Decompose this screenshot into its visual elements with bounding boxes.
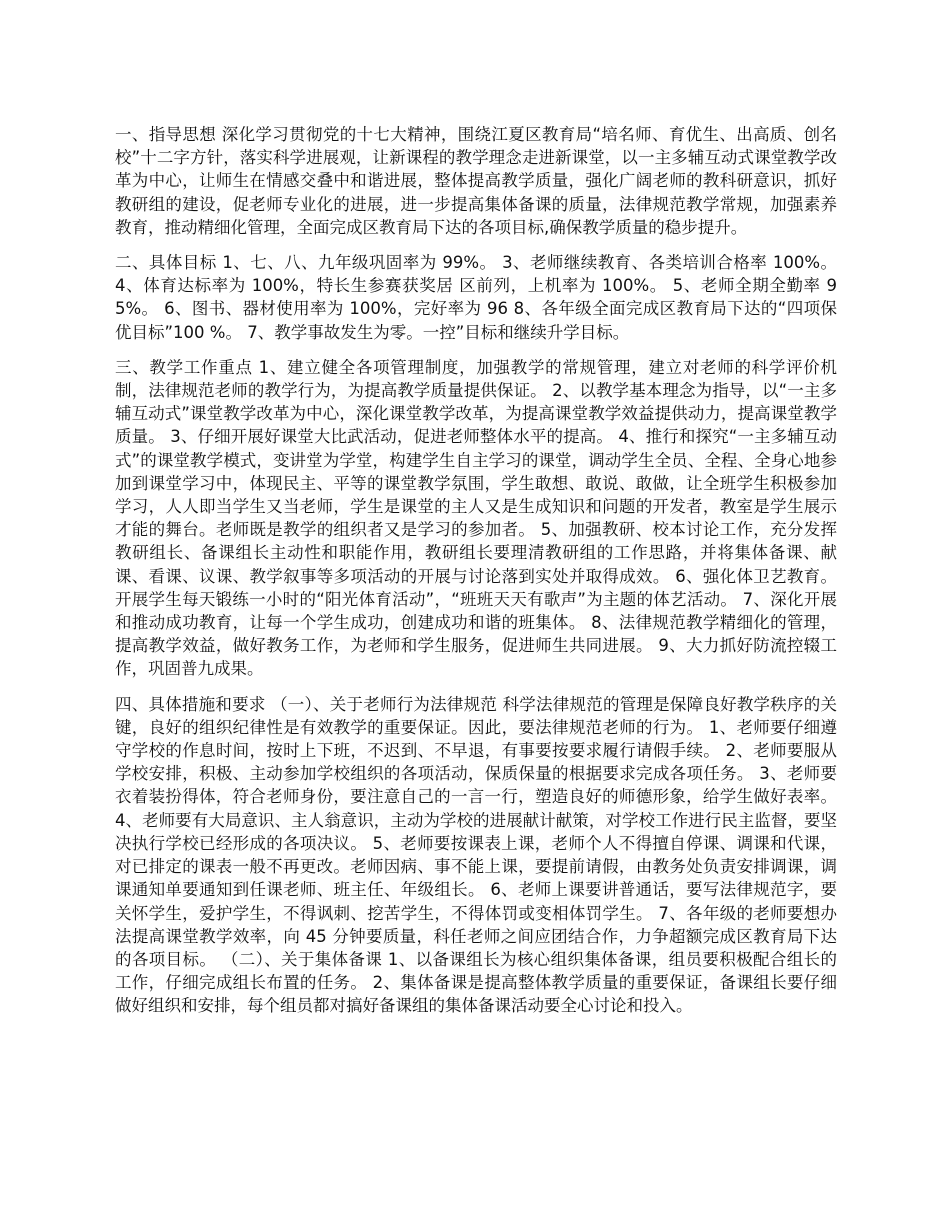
paragraph-teaching-priorities: 三、教学工作重点 1、建立健全各项管理制度，加强教学的常规管理，建立对老师的科学评价机制，法律规范老师的教学行为，为提高教学质量提供保证。 2、以教学基本理念为指导，以“一主多辅互动式”课堂教学改革为中心，深化课堂教学改革，为提高课堂教学效益提供动力，提高课堂教学质量。 3、仔细开展好课堂大比武活动，促进老师整体水平的提高。 4、推行和探究“一主多辅互动式”的课堂教学模式，变讲堂为学堂，构建学生自主学习的课堂，调动学生全员、全程、全身心地参加到课堂学习中，体现民主、平等的课堂教学氛围，学生敢想、敢说、敢做，让全班学生积极参加学习，人人即当学生又当老师，学生是课堂的主人又是生成知识和问题的开发者，教室是学生展示才能的舞台。老师既是教学的组织者又是学习的参加者。 5、加强教研、校本讨论工作，充分发挥教研组长、备课组长主动性和职能作用，教研组长要理清教研组的工作思路，并将集体备课、献课、看课、议课、教学叙事等多项活动的开展与讨论落到实处并取得成效。 6、强化体卫艺教育。开展学生每天锻练一小时的“阳光体育活动”，“班班天天有歌声”为主题的体艺活动。 7、深化开展和推动成功教育，让每一个学生成功，创建成功和谐的班集体。 8、法律规范教学精细化的管理，提高教学效益，做好教务工作，为老师和学生服务，促进师生共同进展。 9、大力抓好防流控辍工作，巩固普九成果。	[115, 357, 837, 679]
paragraph-specific-goals: 二、具体目标 1、七、八、九年级巩固率为 99%。 3、老师继续教育、各类培训合格率 100%。 4、体育达标率为 100%，特长生参赛获奖居 区前列，上机率为 100%。 5、老师全期全勤率 95%。 6、图书、器材使用率为 100%，完好率为 96 8、各年级全面完成区教育局下达的“四项保优目标”100 %。 7、教学事故发生为零。一控”目标和继续升学目标。	[115, 253, 837, 342]
paragraph-guiding-ideology: 一、指导思想 深化学习贯彻党的十七大精神，围绕江夏区教育局“培名师、育优生、出高质、创名校”十二字方针，落实科学进展观，让新课程的教学理念走进新课堂，以一主多辅互动式课堂教学改革为中心，让师生在情感交叠中和谐进展，整体提高教学质量，强化广阔老师的教科研意识，抓好教研组的建设，促老师专业化的进展，进一步提高集体备课的质量，法律规范教学常规，加强素养教育，推动精细化管理，全面完成区教育局下达的各项目标,确保教学质量的稳步提升。	[115, 125, 837, 237]
document-body	[115, 123, 837, 1030]
paragraph-measures-requirements: 四、具体措施和要求 （一）、关于老师行为法律规范 科学法律规范的管理是保障良好教学秩序的关键，良好的组织纪律性是有效教学的重要保证。因此，要法律规范老师的行为。 1、老师要仔细遵守学校的作息时间，按时上下班，不迟到、不早退，有事要按要求履行请假手续。 2、老师要服从学校安排，积极、主动参加学校组织的各项活动，保质保量的根据要求完成各项任务。 3、老师要衣着装扮得体，符合老师身份，要注意自己的一言一行，塑造良好的师德形象，给学生做好表率。 4、老师要有大局意识、主人翁意识，主动为学校的进展献计献策，对学校工作进行民主监督，要坚决执行学校已经形成的各项决议。 5、老师要按课表上课，老师个人不得擅自停课、调课和代课，对已排定的课表一般不再更改。老师因病、事不能上课，要提前请假，由教务处负责安排调课，调课通知单要通知到任课老师、班主任、年级组长。 6、老师上课要讲普通话，要写法律规范字，要关怀学生，爱护学生，不得讽刺、挖苦学生，不得体罚或变相体罚学生。 7、各年级的老师要想办法提高课堂教学效率，向 45 分钟要质量，科任老师之间应团结合作，力争超额完成区教育局下达的各项目标。 （二）、关于集体备课 1、以备课组长为核心组织集体备课，组员要积极配合组长的工作，仔细完成组长布置的任务。 2、集体备课是提高整体教学质量的重要保证，备课组长要仔细做好组织和安排，每个组员都对搞好备课组的集体备课活动要全心讨论和投入。	[115, 694, 837, 1016]
